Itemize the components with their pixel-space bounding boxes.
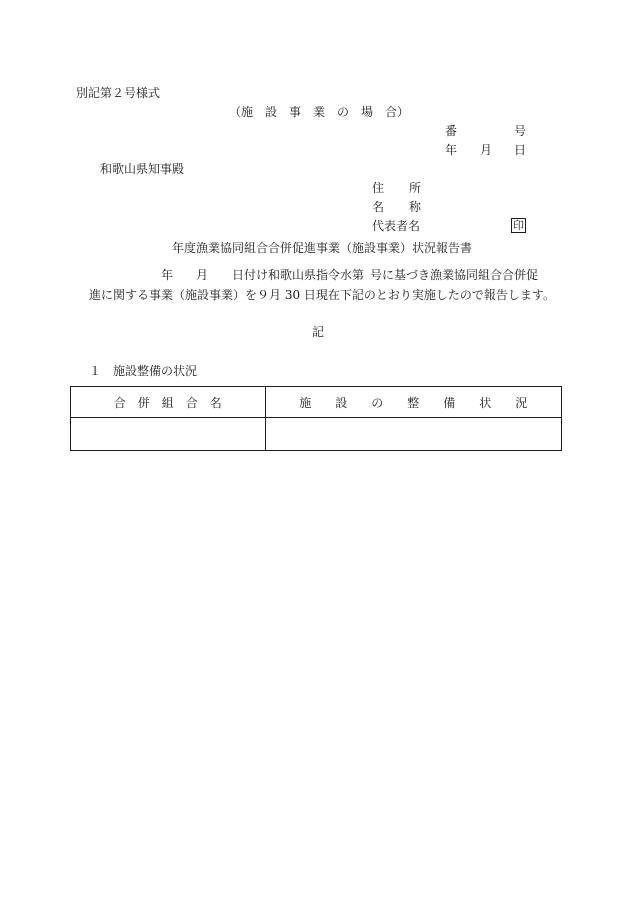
address-label-2: 所 <box>409 181 422 195</box>
number-label-go: 号 <box>514 124 527 138</box>
form-number: 別記第２号様式 <box>76 86 161 100</box>
case-note: （施 設 事 業 の 場 合） <box>229 105 410 119</box>
date-label-day: 日 <box>514 143 527 157</box>
date-label-year: 年 <box>445 143 458 157</box>
body-line2: 進に関する事業（施設事業）を９月 30 日現在下記のとおり実施したので報告します。 <box>89 288 555 302</box>
table-header-row <box>71 387 562 418</box>
header-association-name: 合 併 組 合 名 <box>71 387 266 418</box>
date-label-month: 月 <box>480 143 493 157</box>
cell-facility-status <box>265 418 561 451</box>
address-label-1: 住 <box>372 181 385 195</box>
body-month: 月 <box>196 268 209 282</box>
seal-mark: 印 <box>513 219 524 232</box>
name-label-2: 称 <box>409 200 422 214</box>
representative-label: 代表者名 <box>372 219 421 233</box>
header-facility-status: 施 設 の 整 備 状 況 <box>265 387 561 418</box>
seal-box <box>511 218 526 233</box>
number-label-ban: 番 <box>445 124 458 138</box>
name-label-1: 名 <box>372 200 385 214</box>
body-date-ref: 日付け和歌山県指令水第 <box>232 268 365 282</box>
cell-association-name <box>71 418 266 451</box>
table-row <box>71 418 562 451</box>
section-heading: １ 施設整備の状況 <box>89 364 198 378</box>
body-line1-rest: 号に基づき漁業協同組合合併促 <box>370 268 539 282</box>
body-year: 年 <box>161 268 174 282</box>
report-title: 年度漁業協同組合合併促進事業（施設事業）状況報告書 <box>172 241 473 255</box>
ki-heading: 記 <box>312 325 325 339</box>
addressee: 和歌山県知事殿 <box>100 162 185 176</box>
facility-table <box>70 386 562 451</box>
